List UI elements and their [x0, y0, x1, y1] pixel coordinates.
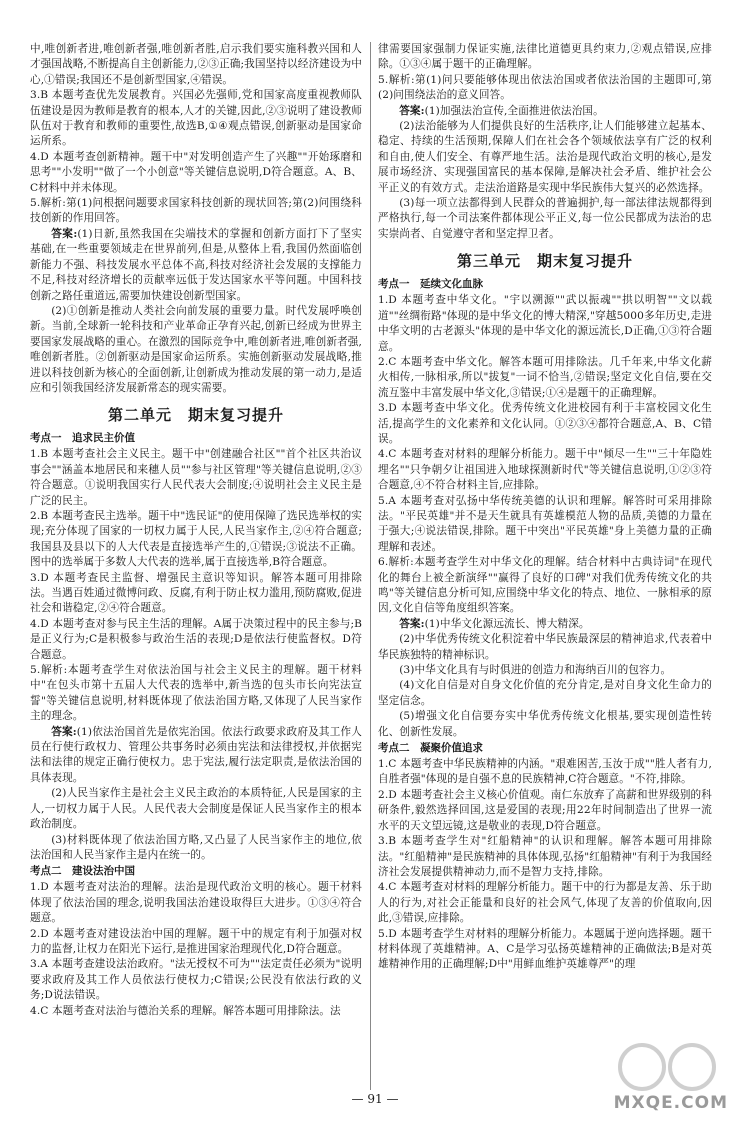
answer-text: (2)人民当家作主是社会主义民主政治的本质特征,人民是国家的主人,一切权力属于人民。人民代表大会制度是保证人民当家作主的根本政治制度。 [30, 787, 362, 831]
answer-text: (1)中华文化源远流长、博大精深。 [424, 617, 590, 630]
answer-paragraph: 1.D 本题考查中华文化。"宇以溯源""武以振魂""拱以明智""文以载道""丝绸衔路"体现的是中华文化的博大精深,"穿越5000多年历史,走进中华文明的古老源头"体现的是中华文化的源远流长,D正确,①③符合题意。 [378, 294, 712, 353]
answer-paragraph: 3.B 本题考查学生对"红船精神"的认识和理解。解答本题可用排除法。"红船精神"是民族精神的具体体现,弘扬"红船精神"有利于为我国经济社会发展提供精神动力,而不是智力支持,排除。 [378, 835, 712, 878]
answer-block [378, 617, 712, 632]
right-column [378, 42, 712, 1092]
answer-paragraph: 1.B 本题考查社会主义民主。题干中"创建融合社区""首个社区共治议事会""涵盖本地居民和来穗人员""参与社区管理"等关键信息说明,②③符合题意。①说明我国实行人民代表大会制度;④说明社会主义民主是广泛的民主。 [30, 448, 362, 507]
answer-paragraph: 5.解析:本题考查学生对依法治国与社会主义民主的理解。题干材料中"在包头市第十五届人大代表的选举中,新当选的包头市长向宪法宣誓"等关键信息说明,材料既体现了依法治国方略,又体现了人民当家作主的理念。 [30, 664, 362, 723]
answer-paragraph: 3.B 本题考查优先发展教育。兴国必先强师,党和国家高度重视教师队伍建设是因为教师是教育的根本,人才的关键,因此,②③说明了建设教师队伍对于教育和教师的重要性,故选B,①④观点错误,创新驱动是国家命运所系。 [30, 89, 362, 148]
answer-paragraph: 3.D 本题考查中华文化。优秀传统文化进校园有利于丰富校园文化生活,提高学生的文化素养和文化认同。①②③④都符合题意,A、B、C错误。 [378, 402, 712, 445]
topic-heading: 考点一 延续文化血脉 [378, 278, 483, 291]
answer-paragraph: 3.D 本题考查民主监督、增强民主意识等知识。解答本题可用排除法。当遇百姓通过微博问政、反腐,有利于防止权力滥用,预防腐败,促进社会和谐稳定,②④符合题意。 [30, 571, 362, 615]
answer-paragraph: 2.C 本题考查中华文化。解答本题可用排除法。几千年来,中华文化薪火相传,一脉相承,所以"拔复"一词不恰当,②错误;坚定文化自信,要在交流互鉴中丰富发展中华文化,③错误;①④是题干的正确理解。 [378, 355, 712, 399]
answer-paragraph: 5.解析:第(1)问只要能够体现出依法治国或者依法治国的主题即可,第(2)问围绕法治的意义回答。 [378, 73, 712, 102]
section-title: 第二单元 期末复习提升 [107, 406, 284, 425]
answer-label: 答案: [51, 227, 78, 240]
answer-label: 答案: [399, 617, 425, 630]
answer-text: (1)加强法治宣传,全面推进依法治国。 [424, 104, 604, 117]
answer-paragraph: 4.C 本题考查对法治与德治关系的理解。解答本题可用排除法。法 [30, 1004, 341, 1017]
answer-paragraph: 5.解析:第(1)问根据问题要求国家科技创新的现状回答;第(2)问围绕科技创新的作用回答。 [30, 197, 362, 225]
answer-text: (4)文化自信是对自身文化价值的充分肯定,是对自身文化生命力的坚定信念。 [378, 679, 712, 707]
answer-paragraph: 6.解析:本题考查学生对中华文化的理解。结合材料中古典诗词"在现代化的舞台上被全新演绎""赢得了良好的口碑"对我们优秀传统文化的共鸣"等关键信息分析可知,应围绕中华文化的特点、地位、一脉相承的原因,文化自信等角度组织答案。 [378, 556, 712, 615]
answer-block [30, 725, 362, 787]
answer-paragraph: 4.C 本题考查对材料的理解分析能力。题干中"倾尽一生""三十年隐姓埋名""只争朝夕让祖国进入地球探测新时代"等关键信息说明,①②③符合题意,④不符合材料主旨,应排除。 [378, 448, 712, 492]
answer-text: (2)法治能够为人们提供良好的生活秩序,让人们能够建立起基本、稳定、持续的生活预期,保障人们在社会各个领域依法享有广泛的权利和自由,使人们安全、有尊严地生活。法治是现代政治文明的核心,是发展市场经济、实现强国富民的基本保障,是解决社会矛盾、维护社会公平正义的有效方式。走法治道路是实现中华民族伟大复兴的必然选择。 [378, 120, 712, 194]
answer-paragraph: 中,唯创新者进,唯创新者强,唯创新者胜,启示我们要实施科教兴国和人才强国战略,不断提高自主创新能力,②③正确;我国坚持以经济建设为中心,①错误;我国还不是创新型国家,④错误。 [30, 43, 362, 86]
topic-heading: 考点二 建设法治中国 [30, 865, 135, 878]
answer-text: (1)依法治国首先是依宪治国。依法行政要求政府及其工作人员在行使行政权力、管理公共事务时必须由宪法和法律授权,并依据宪法和法律的规定正确行使权力。忠于宪法,履行法定职责,是依法治国的具体表现。 [30, 725, 362, 784]
answer-paragraph: 2.D 本题考查社会主义核心价值观。南仁东放弃了高薪和世界级别的科研条件,毅然选择回国,这是爱国的表现;用22年时间制造出了世界一流水平的天文望远镜,这是敬业的表现,D符合题意。 [378, 788, 712, 832]
answer-paragraph: 1.C 本题考查中华民族精神的内涵。"艰难困苦,玉汝于成""胜人者有力,自胜者强"体现的是自强不息的民族精神,C符合题意。"不符,排除。 [378, 758, 712, 786]
answer-text: (2)中华优秀传统文化积淀着中华民族最深层的精神追求,代表着中华民族独特的精神标识。 [378, 633, 712, 661]
answer-block [30, 227, 362, 304]
answer-paragraph: 5.D 本题考查学生对材料的理解分析能力。本题属于逆向选择题。题干材料体现了英雄精神。A、C是学习弘扬英雄精神的正确做法;B是对英雄精神作用的正确理解;D中"用鲜血维护英雄尊严"的理 [378, 927, 712, 971]
answer-text: (5)增强文化自信要夯实中华优秀传统文化根基,要实现创造性转化、创新性发展。 [378, 710, 712, 738]
answer-text: (3)每一项立法都得到人民群众的普遍拥护,每一部法律法规都得到严格执行,每一个司法案件都体现公平正义,每一位公民都成为法治的忠实崇尚者、自觉遵守者和坚定捍卫者。 [378, 197, 712, 240]
topic-heading: 考点二 凝聚价值追求 [378, 742, 483, 755]
answer-paragraph: 2.B 本题考查民主选举。题干中"选民证"的使用保障了选民选举权的实现;充分体现了国家的一切权力属于人民,人民当家作主,②④符合题意;我国县及县以下的人大代表是直接选举产生的,①错误;③说法不正确。图中的选举属于多数人大代表的选举,属于直接选举,B符合题意。 [30, 509, 362, 569]
answer-label: 答案: [399, 104, 425, 117]
answer-paragraph: 5.A 本题考查对弘扬中华传统美德的认识和理解。解答时可采用排除法。"平民英雄"并不是天生就具有英雄模范人物的品质,美德的力量在于强大;④说法错误,排除。题干中突出"平民英雄"身上美德力量的正确理解和表述。 [378, 494, 712, 553]
section-title: 第三单元 期末复习提升 [456, 252, 633, 271]
answer-paragraph: 1.D 本题考查对法治的理解。法治是现代政治文明的核心。题干材料体现了依法治国的理念,说明我国法治建设取得巨大进步。①③④符合题意。 [30, 881, 362, 925]
answer-paragraph: 4.D 本题考查对参与民主生活的理解。A属于决策过程中的民主参与;B是正义行为;C是积极参与政治生活的表现;D是依法行使监督权。D符合题意。 [30, 617, 362, 661]
left-column [30, 42, 362, 1092]
answer-paragraph: 4.C 本题考查对材料的理解分析能力。题干中的行为都是友善、乐于助人的行为,对社会正能量和良好的社会风气,体现了友善的价值取向,因此,③错误,应排除。 [378, 881, 712, 925]
answer-block [378, 104, 712, 119]
answer-text: (2)①创新是推动人类社会向前发展的重要力量。时代发展呼唤创新。当前,全球新一轮科技和产业革命正孕育兴起,创新已经成为世界主要国家发展战略的重心。在激烈的国际竞争中,唯创新者进,唯创新者强,唯创新者胜。②创新驱动是国家命运所系。实施创新驱动发展战略,推进以科技创新为核心的全面创新,让创新成为推动发展的第一动力,是适应和引领我国经济发展新常态的现实需要。 [30, 304, 362, 394]
answer-paragraph: 2.D 本题考查对建设法治中国的理解。题干中的规定有利于加强对权力的监督,让权力在阳光下运行,是推进国家治理现代化,D符合题意。 [30, 927, 362, 955]
answer-paragraph: 3.A 本题考查建设法治政府。"法无授权不可为""法定责任必须为"说明要求政府及其工作人员依法行使权力;C错误;公民没有依法行政的义务;D说法错误。 [30, 958, 362, 1002]
answer-text: (3)材料既体现了依法治国方略,又凸显了人民当家作主的地位,依法治国和人民当家作主是内在统一的。 [30, 833, 362, 861]
watermark-text: MXQE.COM [613, 1093, 728, 1113]
answer-paragraph: 律需要国家强制力保证实施,法律比道德更具约束力,②观点错误,应排除。①③④属于题干的正确理解。 [378, 43, 712, 71]
column-divider [370, 42, 371, 1090]
answer-paragraph: 4.D 本题考查创新精神。题干中"对发明创造产生了兴趣""开始琢磨和思考""小发明""做了一个小创意"等关键信息说明,D符合题意。A、B、C材料中并未体现。 [30, 150, 362, 194]
page-number: — 91 — [351, 1092, 399, 1106]
answer-label: 答案: [51, 725, 77, 738]
answer-text: (1)日新,虽然我国在尖端技术的掌握和创新方面打下了坚实基础,在一些重要领域走在世界前列,但是,从整体上看,我国仍然面临创新能力不强、科技发展水平总体不高,科技对经济社会发展的支撑能力不足,科技对经济增长的贡献率远低于发达国家水平等问题。中国科技创新之路任重道远,需要加快建设创新型国家。 [30, 227, 362, 302]
answer-text: (3)中华文化具有与时俱进的创造力和海纳百川的包容力。 [399, 664, 672, 677]
topic-heading: 考点一 追求民主价值 [30, 432, 135, 445]
